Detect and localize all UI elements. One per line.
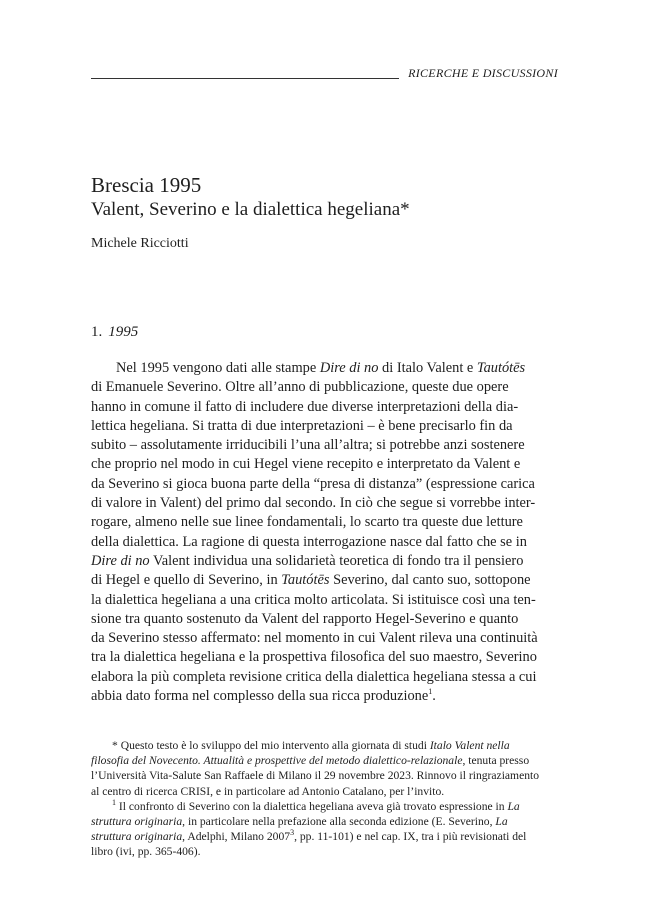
article-subtitle: Valent, Severino e la dialettica hegeliana* (91, 199, 410, 220)
article-title: Brescia 1995 (91, 173, 202, 197)
body-line: di Hegel e quello di Severino, in Tautótēs Severino, dal canto suo, sottopone (91, 572, 531, 589)
footnote-line: $^1$ Il confronto di Severino con la dialettica hegeliana aveva già trovato espressione in La (112, 797, 520, 813)
footnote-line: struttura originaria, Adelphi, Milano 2007$^3$, pp. 11-101) e nel cap. IX, tra i più revisionati del (91, 828, 527, 844)
article-author: Michele Ricciotti (91, 236, 189, 251)
body-line: da Severino si gioca buona parte della “presa di distanza” (espressione carica (91, 475, 535, 492)
body-line: della dialettica. La ragione di questa interrogazione nasce dal fatto che se in (91, 533, 527, 550)
section-heading (91, 323, 138, 341)
body-line: lettica hegeliana. Si tratta di due interpretazioni – è bene precisarlo fin da (91, 417, 513, 434)
footnote-line: struttura originaria, in particolare nella prefazione alla seconda edizione (E. Severino, La (91, 815, 508, 829)
body-line: di Emanuele Severino. Oltre all’anno di pubblicazione, queste due opere (91, 379, 509, 396)
body-line: Dire di no Valent individua una solidarietà teoretica di fondo tra il pensiero (91, 552, 524, 569)
body-line: da Severino stesso affermato: nel momento in cui Valent rileva una continuità (91, 630, 538, 647)
body-line: di valore in Valent) del primo dal secondo. In ciò che segue si vorrebbe inter- (91, 495, 536, 512)
footnote-line: * Questo testo è lo sviluppo del mio intervento alla giornata di studi Italo Valent nella (112, 739, 510, 752)
body-line: subito – assolutamente irriducibili l’una all’altra; si potrebbe anzi sostenere (91, 437, 525, 454)
footnote-line: libro (ivi, pp. 365-406). (91, 845, 201, 859)
body-line: abbia dato forma nel complesso della sua ricca produzione$^1$. (91, 687, 436, 705)
body-line: tra la dialettica hegeliana e la prospettiva filosofica del suo maestro, Severino (91, 649, 537, 666)
body-paragraph (91, 359, 559, 706)
footnote-line: filosofia del Novecento. Attualità e prospettive del metodo dialettico-relazionale, tenuta presso (91, 754, 530, 768)
body-line: la dialettica hegeliana a una critica molto articolata. Si istituisce così una ten- (91, 591, 536, 608)
footnote-line: al centro di ricerca CRISI, e in particolare ad Antonio Catalano, per l’invito. (91, 784, 445, 798)
footnote-ref: 1 (428, 687, 433, 697)
body-line: Nel 1995 vengono dati alle stampe Dire di no di Italo Valent e Tautótēs (116, 360, 526, 376)
section-title: 1995 (108, 324, 139, 340)
footnotes (91, 738, 559, 860)
section-number: 1. (91, 324, 103, 340)
body-line: rogare, almeno nelle sue linee fondamentali, lo scarto tra queste due letture (91, 514, 523, 531)
body-line: che proprio nel modo in cui Hegel viene recepito e interpretato da Valent e (91, 456, 521, 473)
body-line: elabora la più completa revisione critica della dialettica hegeliana stessa a cui (91, 668, 537, 685)
body-line: sione tra quanto sostenuto da Valent del rapporto Hegel-Severino e quanto (91, 610, 519, 627)
footnote-line: l’Università Vita-Salute San Raffaele di Milano il 29 novembre 2023. Rinnovo il ringraziamento (91, 769, 540, 783)
header-rule (91, 78, 399, 79)
body-line: hanno in comune il fatto di includere due diverse interpretazioni della dia- (91, 398, 519, 415)
running-head: RICERCHE E DISCUSSIONI (408, 66, 558, 80)
